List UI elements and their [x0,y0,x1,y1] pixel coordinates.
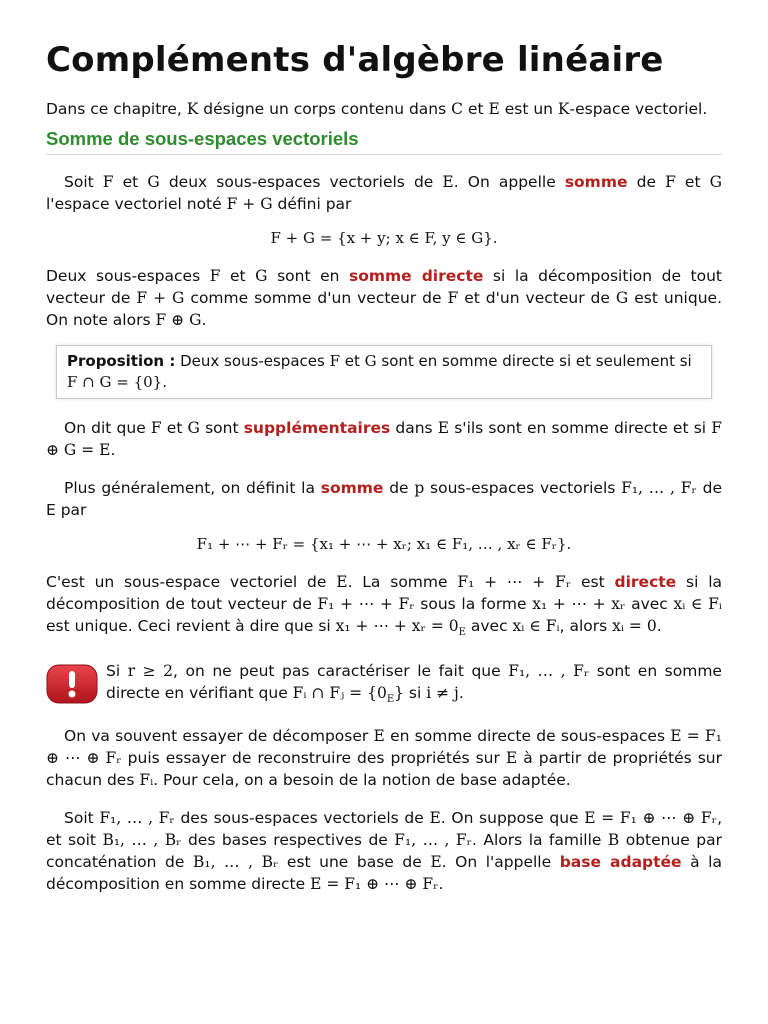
keyword-somme-directe: somme directe [349,267,484,285]
keyword-base-adaptee: base adaptée [559,853,682,872]
paragraph-somme-definition: Soit F et G deux sous-espaces vectoriels de E. On appelle somme de F et G l'espace vectoriel noté F + G défini par [46,173,722,213]
intro-paragraph: Dans ce chapitre, K désigne un corps contenu dans C et E est un K-espace vectoriel. [46,100,708,118]
keyword-directe: directe [614,573,677,591]
paragraph-somme-directe-generale: C'est un sous-espace vectoriel de E. La somme F₁ + ⋯ + Fᵣ est directe si la décomposition de tout vecteur de F₁ + ⋯ + Fᵣ sous la forme x₁ + ⋯ + xᵣ avec xᵢ ∈ Fᵢ est unique. Ceci revient à dire que si x₁ + ⋯ + xᵣ = $0_E$ avec xᵢ ∈ Fᵢ, alors xᵢ = 0. [46,573,722,639]
paragraph-decomposition: On va souvent essayer de décomposer E en somme directe de sous-espaces E = F₁ ⊕ ⋯ ⊕ Fᵣ puis essayer de reconstruire des propriétés sur E à partir de propriétés sur chacun des Fᵢ. Pour cela, on a besoin de la notion de base adaptée. [46,727,722,790]
keyword-somme: somme [564,173,628,191]
page-title: Compléments d'algèbre linéaire [46,40,664,80]
paragraph-base-adaptee: Soit F₁, … , Fᵣ des sous-espaces vectoriels de E. On suppose que E = F₁ ⊕ ⋯ ⊕ Fᵣ, et soit B₁, … , Bᵣ des bases respectives de F₁, … , Fᵣ. Alors la famille B obtenue par concaténation de B₁, … , Bᵣ est une base de E. On l'appelle base adaptée à la décomposition en somme directe E = F₁ ⊕ ⋯ ⊕ Fᵣ. [46,809,722,894]
section-title: Somme de sous-espaces vectoriels [46,128,722,155]
warning-note [46,660,722,711]
paragraph-somme-generale: Plus généralement, on définit la somme de p sous-espaces vectoriels F₁, … , Fᵣ de E par [46,479,722,519]
equation-general-sum: F₁ + ⋯ + Fᵣ = {x₁ + ⋯ + xᵣ; x₁ ∈ F₁, … , xᵣ ∈ Fᵣ}. [196,535,572,553]
keyword-somme-generale: somme [320,479,384,497]
proposition-label: Proposition : [67,352,176,370]
paragraph-somme-directe: Deux sous-espaces F et G sont en somme directe si la décomposition de tout vecteur de F + G comme somme d'un vecteur de F et d'un vecteur de G est unique. On note alors F ⊕ G. [46,267,722,329]
keyword-supplementaires: supplémentaires [243,419,391,437]
warning-text: Si r ≥ 2, on ne peut pas caractériser le fait que F₁, … , Fᵣ sont en somme directe en vérifiant que Fᵢ ∩ Fⱼ = $\{0_E\}$ si i ≠ j. [106,662,722,706]
paragraph-supplementaires: On dit que F et G sont supplémentaires dans E s'ils sont en somme directe et si F ⊕ G = E. [46,419,722,459]
equation-sum: F + G = {x + y; x ∈ F, y ∈ G}. [270,229,498,247]
proposition-box: Proposition : Deux sous-espaces F et G sont en somme directe si et seulement si F ∩ G = {0}. [56,345,712,399]
exclamation-icon [46,664,98,704]
